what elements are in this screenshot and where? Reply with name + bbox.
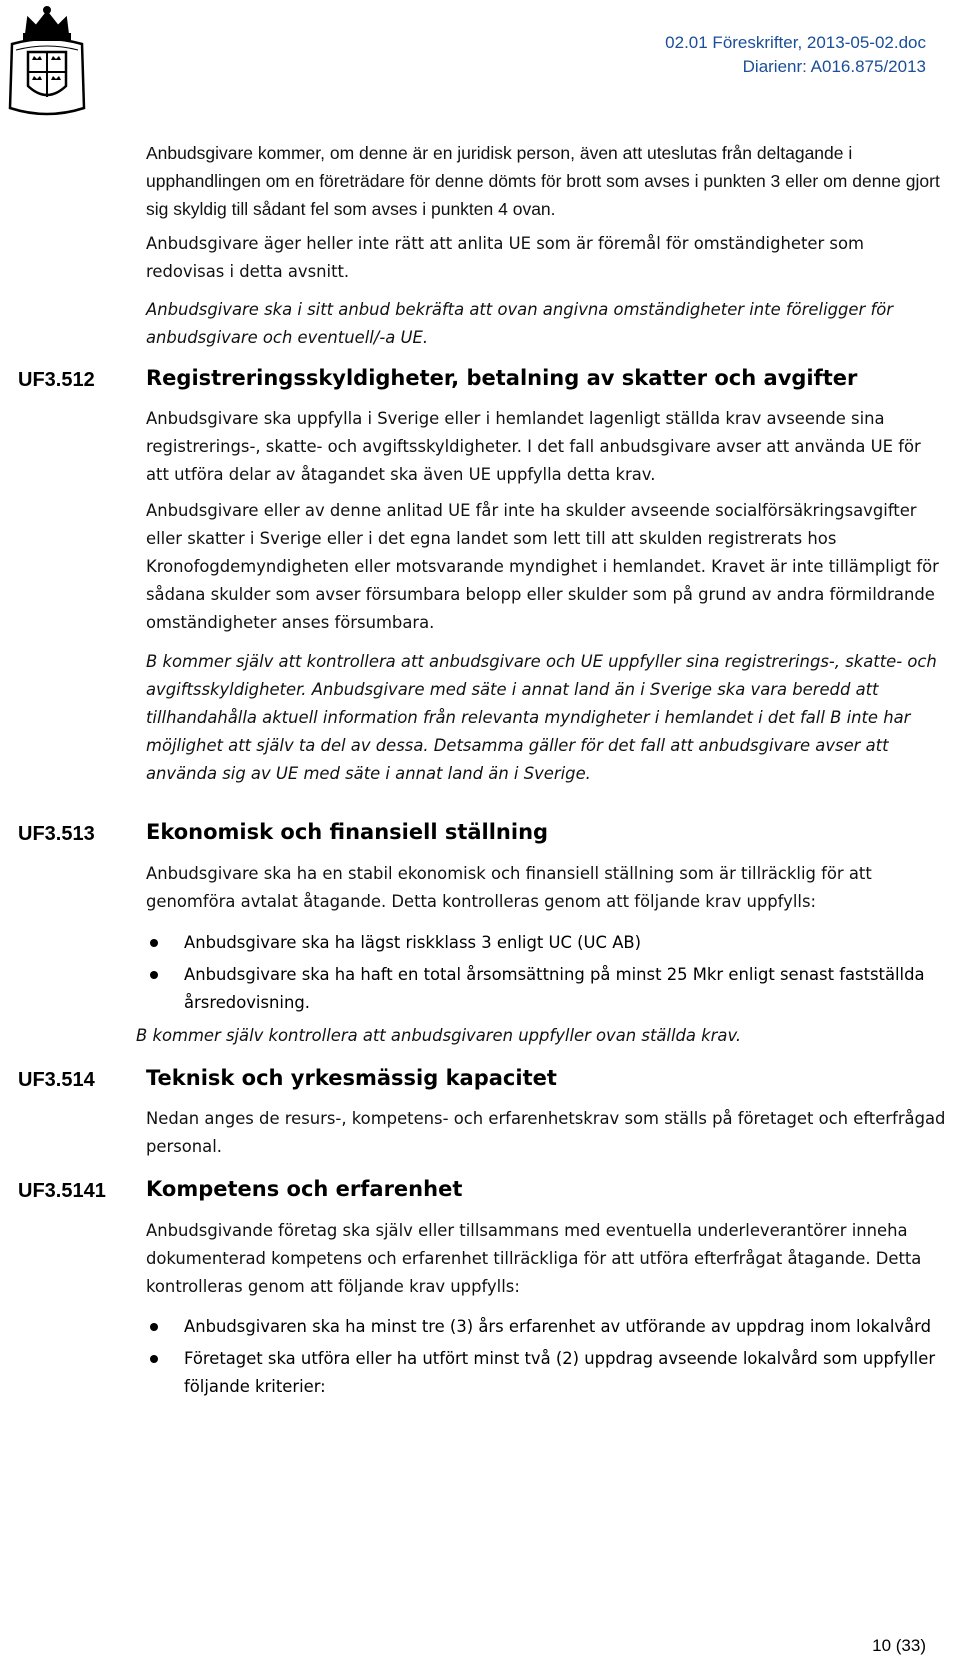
section-title-513: Ekonomisk och finansiell ställning [146, 820, 549, 844]
section-title-514: Teknisk och yrkesmässig kapacitet [146, 1066, 557, 1090]
section-number-514: UF3.514 [18, 1069, 95, 1091]
s512-paragraph-1: Anbudsgivare ska uppfylla i Sverige eller i hemlandet lagenligt ställda krav avseende sina registrerings-, skatte- och avgiftsskyldigheter. I det fall anbudsgivare avser att använda UE för att utföra delar av åtagandet ska även UE uppfylla detta krav. [146, 409, 921, 484]
s512-paragraph-2: Anbudsgivare eller av denne anlitad UE får inte ha skulder avseende socialförsäkringsavgifter eller skatter i Sverige eller i det egna landet som lett till att skulden registrerats hos Kronofogdemyndigheten eller motsvarande myndighet i hemlandet. Kravet är inte tillämpligt för sådana skulder som avser försumbara belopp eller skulder som på grund av andra förmildrande omständigheter anses försumbara. [146, 501, 939, 632]
diarie-number: Diarienr: A016.875/2013 [742, 57, 926, 76]
s514-paragraph-1: Nedan anges de resurs-, kompetens- och erfarenhetskrav som ställs på företaget och efterfrågad personal. [146, 1109, 946, 1156]
coat-of-arms-logo [6, 4, 88, 122]
intro-paragraph-3: Anbudsgivare ska i sitt anbud bekräfta att ovan angivna omständigheter inte föreligger för anbudsgivare och eventuell/-a UE. [146, 300, 893, 347]
section-title-5141: Kompetens och erfarenhet [146, 1177, 463, 1201]
s5141-bullet-list [146, 1313, 946, 1405]
section-number-513: UF3.513 [18, 823, 95, 845]
page-number: 10 (33) [872, 1636, 926, 1655]
s513-paragraph-2: B kommer själv kontrollera att anbudsgivaren uppfyller ovan ställda krav. [136, 1026, 742, 1045]
list-item: Anbudsgivare ska ha haft en total årsomsättning på minst 25 Mkr enligt senast fastställda årsredovisning. [146, 961, 946, 1017]
section-number-512: UF3.512 [18, 369, 95, 391]
list-item: Företaget ska utföra eller ha utfört minst två (2) uppdrag avseende lokalvård som uppfyller följande kriterier: [146, 1345, 946, 1401]
section-title-512: Registreringsskyldigheter, betalning av skatter och avgifter [146, 366, 858, 390]
list-item: Anbudsgivaren ska ha minst tre (3) års erfarenhet av utförande av uppdrag inom lokalvård [146, 1313, 946, 1341]
intro-paragraph-1: Anbudsgivare kommer, om denne är en juridisk person, även att uteslutas från deltagande i upphandlingen om en företrädare för denne dömts för brott som avses i punkten 3 eller om denne gjort sig skyldig till sådant fel som avses i punkten 4 ovan. [146, 143, 940, 219]
document-filename: 02.01 Föreskrifter, 2013-05-02.doc [665, 33, 926, 52]
s5141-paragraph-1: Anbudsgivande företag ska själv eller tillsammans med eventuella underleverantörer inneha dokumenterad kompetens och erfarenhet tillräckliga för att utföra efterfrågat åtagande. Detta kontrolleras genom att följande krav uppfylls: [146, 1221, 922, 1296]
s512-paragraph-3: B kommer själv att kontrollera att anbudsgivare och UE uppfyller sina registrerings-, skatte- och avgiftsskyldigheter. Anbudsgivare med säte i annat land än i Sverige ska vara beredd att tillhandahålla aktuell information från relevanta myndigheter i hemlandet i det fall B inte har möjlighet att själv ta del av dessa. Detsamma gäller för det fall att anbudsgivare avser att använda sig av UE med säte i annat land än i Sverige. [146, 652, 937, 783]
s513-paragraph-1: Anbudsgivare ska ha en stabil ekonomisk och finansiell ställning som är tillräcklig för att genomföra avtalat åtagande. Detta kontrolleras genom att följande krav uppfylls: [146, 864, 872, 911]
section-number-5141: UF3.5141 [18, 1180, 106, 1202]
intro-paragraph-2: Anbudsgivare äger heller inte rätt att anlita UE som är föremål för omständigheter som redovisas i detta avsnitt. [146, 234, 864, 281]
list-item: Anbudsgivare ska ha lägst riskklass 3 enligt UC (UC AB) [146, 929, 946, 957]
s513-bullet-list [146, 929, 946, 1021]
